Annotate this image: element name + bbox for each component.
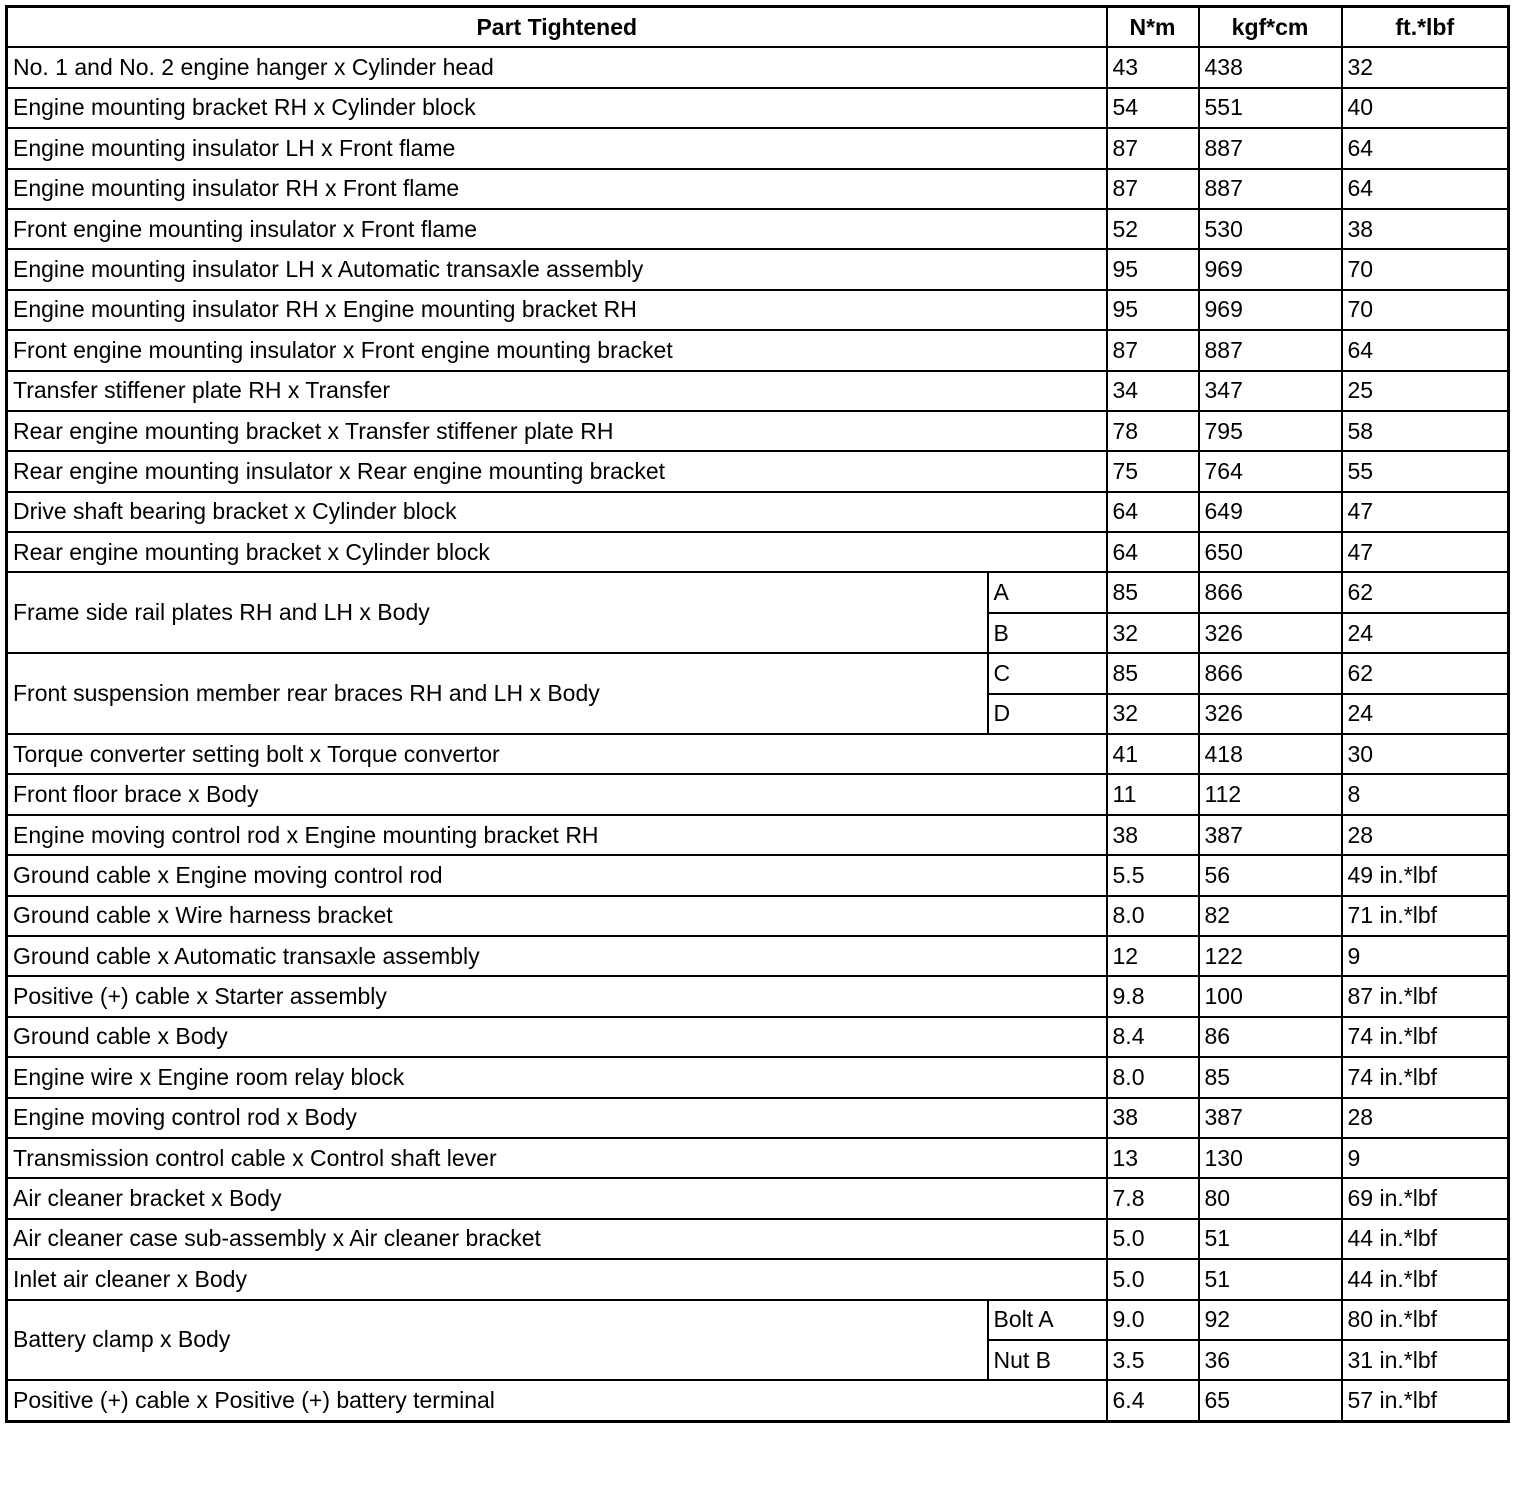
part-cell: Front engine mounting insulator x Front flame: [7, 209, 1107, 249]
kgf-cm-cell: 85: [1199, 1057, 1342, 1097]
header-ft-lbf: ft.*lbf: [1342, 7, 1509, 48]
kgf-cm-cell: 387: [1199, 815, 1342, 855]
table-row: [7, 371, 1509, 411]
part-cell: Front engine mounting insulator x Front engine mounting bracket: [7, 330, 1107, 370]
kgf-cm-cell: 92: [1199, 1300, 1342, 1340]
nm-cell: 85: [1107, 653, 1199, 693]
nm-cell: 6.4: [1107, 1380, 1199, 1421]
ft-lbf-cell: 55: [1342, 451, 1509, 491]
part-cell: Engine wire x Engine room relay block: [7, 1057, 1107, 1097]
ft-lbf-cell: 38: [1342, 209, 1509, 249]
nm-cell: 12: [1107, 936, 1199, 976]
part-cell: Rear engine mounting insulator x Rear engine mounting bracket: [7, 451, 1107, 491]
table-row: [7, 1178, 1509, 1218]
table-row: [7, 1300, 1509, 1340]
kgf-cm-cell: 100: [1199, 976, 1342, 1016]
sub-part-cell: Bolt A: [988, 1300, 1107, 1340]
kgf-cm-cell: 86: [1199, 1017, 1342, 1057]
ft-lbf-cell: 70: [1342, 249, 1509, 289]
table-row: [7, 1259, 1509, 1299]
part-cell: Ground cable x Wire harness bracket: [7, 896, 1107, 936]
table-row: [7, 330, 1509, 370]
kgf-cm-cell: 347: [1199, 371, 1342, 411]
kgf-cm-cell: 438: [1199, 47, 1342, 87]
part-cell: Engine mounting insulator RH x Front flame: [7, 169, 1107, 209]
table-row: [7, 734, 1509, 774]
kgf-cm-cell: 36: [1199, 1340, 1342, 1380]
nm-cell: 95: [1107, 290, 1199, 330]
ft-lbf-cell: 8: [1342, 774, 1509, 814]
kgf-cm-cell: 130: [1199, 1138, 1342, 1178]
kgf-cm-cell: 650: [1199, 532, 1342, 572]
kgf-cm-cell: 969: [1199, 249, 1342, 289]
sub-part-cell: A: [988, 572, 1107, 612]
nm-cell: 8.0: [1107, 1057, 1199, 1097]
part-cell: Engine mounting insulator RH x Engine mounting bracket RH: [7, 290, 1107, 330]
part-cell: Battery clamp x Body: [7, 1300, 988, 1381]
ft-lbf-cell: 30: [1342, 734, 1509, 774]
nm-cell: 5.0: [1107, 1219, 1199, 1259]
part-cell: Inlet air cleaner x Body: [7, 1259, 1107, 1299]
ft-lbf-cell: 9: [1342, 936, 1509, 976]
kgf-cm-cell: 887: [1199, 128, 1342, 168]
kgf-cm-cell: 795: [1199, 411, 1342, 451]
kgf-cm-cell: 551: [1199, 88, 1342, 128]
ft-lbf-cell: 32: [1342, 47, 1509, 87]
part-cell: Ground cable x Engine moving control rod: [7, 855, 1107, 895]
table-row: [7, 936, 1509, 976]
kgf-cm-cell: 887: [1199, 169, 1342, 209]
part-cell: Transfer stiffener plate RH x Transfer: [7, 371, 1107, 411]
part-cell: Positive (+) cable x Positive (+) battery terminal: [7, 1380, 1107, 1421]
table-row: [7, 451, 1509, 491]
kgf-cm-cell: 764: [1199, 451, 1342, 491]
nm-cell: 85: [1107, 572, 1199, 612]
kgf-cm-cell: 649: [1199, 492, 1342, 532]
nm-cell: 87: [1107, 169, 1199, 209]
part-cell: Engine moving control rod x Engine mounting bracket RH: [7, 815, 1107, 855]
kgf-cm-cell: 326: [1199, 613, 1342, 653]
part-cell: Drive shaft bearing bracket x Cylinder block: [7, 492, 1107, 532]
table-row: [7, 1057, 1509, 1097]
table-row: [7, 1017, 1509, 1057]
part-cell: Front floor brace x Body: [7, 774, 1107, 814]
table-row: [7, 976, 1509, 1016]
table-row: [7, 411, 1509, 451]
nm-cell: 7.8: [1107, 1178, 1199, 1218]
nm-cell: 34: [1107, 371, 1199, 411]
ft-lbf-cell: 57 in.*lbf: [1342, 1380, 1509, 1421]
nm-cell: 32: [1107, 613, 1199, 653]
nm-cell: 5.0: [1107, 1259, 1199, 1299]
ft-lbf-cell: 24: [1342, 694, 1509, 734]
table-row: [7, 1098, 1509, 1138]
ft-lbf-cell: 87 in.*lbf: [1342, 976, 1509, 1016]
sub-part-cell: D: [988, 694, 1107, 734]
kgf-cm-cell: 866: [1199, 572, 1342, 612]
table-row: [7, 290, 1509, 330]
kgf-cm-cell: 969: [1199, 290, 1342, 330]
part-cell: Transmission control cable x Control shaft lever: [7, 1138, 1107, 1178]
nm-cell: 32: [1107, 694, 1199, 734]
nm-cell: 8.4: [1107, 1017, 1199, 1057]
table-row: [7, 169, 1509, 209]
sub-part-cell: Nut B: [988, 1340, 1107, 1380]
ft-lbf-cell: 40: [1342, 88, 1509, 128]
ft-lbf-cell: 74 in.*lbf: [1342, 1017, 1509, 1057]
header-kgf-cm: kgf*cm: [1199, 7, 1342, 48]
ft-lbf-cell: 80 in.*lbf: [1342, 1300, 1509, 1340]
nm-cell: 41: [1107, 734, 1199, 774]
ft-lbf-cell: 74 in.*lbf: [1342, 1057, 1509, 1097]
part-cell: Ground cable x Automatic transaxle assembly: [7, 936, 1107, 976]
ft-lbf-cell: 47: [1342, 532, 1509, 572]
ft-lbf-cell: 24: [1342, 613, 1509, 653]
kgf-cm-cell: 51: [1199, 1219, 1342, 1259]
part-cell: Engine mounting insulator LH x Front flame: [7, 128, 1107, 168]
nm-cell: 87: [1107, 128, 1199, 168]
header-nm: N*m: [1107, 7, 1199, 48]
kgf-cm-cell: 51: [1199, 1259, 1342, 1299]
nm-cell: 64: [1107, 492, 1199, 532]
kgf-cm-cell: 56: [1199, 855, 1342, 895]
kgf-cm-cell: 866: [1199, 653, 1342, 693]
nm-cell: 87: [1107, 330, 1199, 370]
nm-cell: 54: [1107, 88, 1199, 128]
table-row: [7, 209, 1509, 249]
table-row: [7, 855, 1509, 895]
ft-lbf-cell: 28: [1342, 1098, 1509, 1138]
ft-lbf-cell: 70: [1342, 290, 1509, 330]
nm-cell: 13: [1107, 1138, 1199, 1178]
table-row: [7, 815, 1509, 855]
ft-lbf-cell: 62: [1342, 572, 1509, 612]
table-row: [7, 774, 1509, 814]
ft-lbf-cell: 47: [1342, 492, 1509, 532]
table-body: [7, 47, 1509, 1421]
table-row: [7, 572, 1509, 612]
table-header-row: [7, 7, 1509, 48]
kgf-cm-cell: 122: [1199, 936, 1342, 976]
nm-cell: 9.0: [1107, 1300, 1199, 1340]
part-cell: Engine moving control rod x Body: [7, 1098, 1107, 1138]
ft-lbf-cell: 9: [1342, 1138, 1509, 1178]
table-row: [7, 128, 1509, 168]
part-cell: Air cleaner bracket x Body: [7, 1178, 1107, 1218]
ft-lbf-cell: 64: [1342, 169, 1509, 209]
part-cell: Engine mounting insulator LH x Automatic transaxle assembly: [7, 249, 1107, 289]
table-row: [7, 532, 1509, 572]
kgf-cm-cell: 530: [1199, 209, 1342, 249]
table-row: [7, 653, 1509, 693]
kgf-cm-cell: 82: [1199, 896, 1342, 936]
table-row: [7, 1219, 1509, 1259]
nm-cell: 5.5: [1107, 855, 1199, 895]
nm-cell: 75: [1107, 451, 1199, 491]
table-row: [7, 249, 1509, 289]
nm-cell: 11: [1107, 774, 1199, 814]
sub-part-cell: C: [988, 653, 1107, 693]
table-row: [7, 47, 1509, 87]
ft-lbf-cell: 49 in.*lbf: [1342, 855, 1509, 895]
nm-cell: 9.8: [1107, 976, 1199, 1016]
part-cell: Front suspension member rear braces RH and LH x Body: [7, 653, 988, 734]
nm-cell: 43: [1107, 47, 1199, 87]
part-cell: Engine mounting bracket RH x Cylinder block: [7, 88, 1107, 128]
part-cell: Ground cable x Body: [7, 1017, 1107, 1057]
part-cell: No. 1 and No. 2 engine hanger x Cylinder head: [7, 47, 1107, 87]
ft-lbf-cell: 69 in.*lbf: [1342, 1178, 1509, 1218]
ft-lbf-cell: 64: [1342, 128, 1509, 168]
part-cell: Rear engine mounting bracket x Transfer stiffener plate RH: [7, 411, 1107, 451]
torque-spec-table: [5, 5, 1510, 1423]
table-row: [7, 1380, 1509, 1421]
sub-part-cell: B: [988, 613, 1107, 653]
kgf-cm-cell: 80: [1199, 1178, 1342, 1218]
table-row: [7, 88, 1509, 128]
kgf-cm-cell: 65: [1199, 1380, 1342, 1421]
ft-lbf-cell: 62: [1342, 653, 1509, 693]
nm-cell: 78: [1107, 411, 1199, 451]
ft-lbf-cell: 58: [1342, 411, 1509, 451]
ft-lbf-cell: 44 in.*lbf: [1342, 1219, 1509, 1259]
kgf-cm-cell: 418: [1199, 734, 1342, 774]
kgf-cm-cell: 387: [1199, 1098, 1342, 1138]
nm-cell: 8.0: [1107, 896, 1199, 936]
kgf-cm-cell: 887: [1199, 330, 1342, 370]
part-cell: Rear engine mounting bracket x Cylinder block: [7, 532, 1107, 572]
part-cell: Air cleaner case sub-assembly x Air cleaner bracket: [7, 1219, 1107, 1259]
ft-lbf-cell: 31 in.*lbf: [1342, 1340, 1509, 1380]
ft-lbf-cell: 71 in.*lbf: [1342, 896, 1509, 936]
part-cell: Frame side rail plates RH and LH x Body: [7, 572, 988, 653]
nm-cell: 38: [1107, 1098, 1199, 1138]
part-cell: Positive (+) cable x Starter assembly: [7, 976, 1107, 1016]
nm-cell: 38: [1107, 815, 1199, 855]
nm-cell: 64: [1107, 532, 1199, 572]
kgf-cm-cell: 112: [1199, 774, 1342, 814]
nm-cell: 52: [1107, 209, 1199, 249]
kgf-cm-cell: 326: [1199, 694, 1342, 734]
table-row: [7, 1138, 1509, 1178]
ft-lbf-cell: 64: [1342, 330, 1509, 370]
nm-cell: 95: [1107, 249, 1199, 289]
ft-lbf-cell: 25: [1342, 371, 1509, 411]
table-row: [7, 896, 1509, 936]
table-row: [7, 492, 1509, 532]
ft-lbf-cell: 44 in.*lbf: [1342, 1259, 1509, 1299]
part-cell: Torque converter setting bolt x Torque convertor: [7, 734, 1107, 774]
ft-lbf-cell: 28: [1342, 815, 1509, 855]
nm-cell: 3.5: [1107, 1340, 1199, 1380]
header-part-tightened: Part Tightened: [7, 7, 1107, 48]
